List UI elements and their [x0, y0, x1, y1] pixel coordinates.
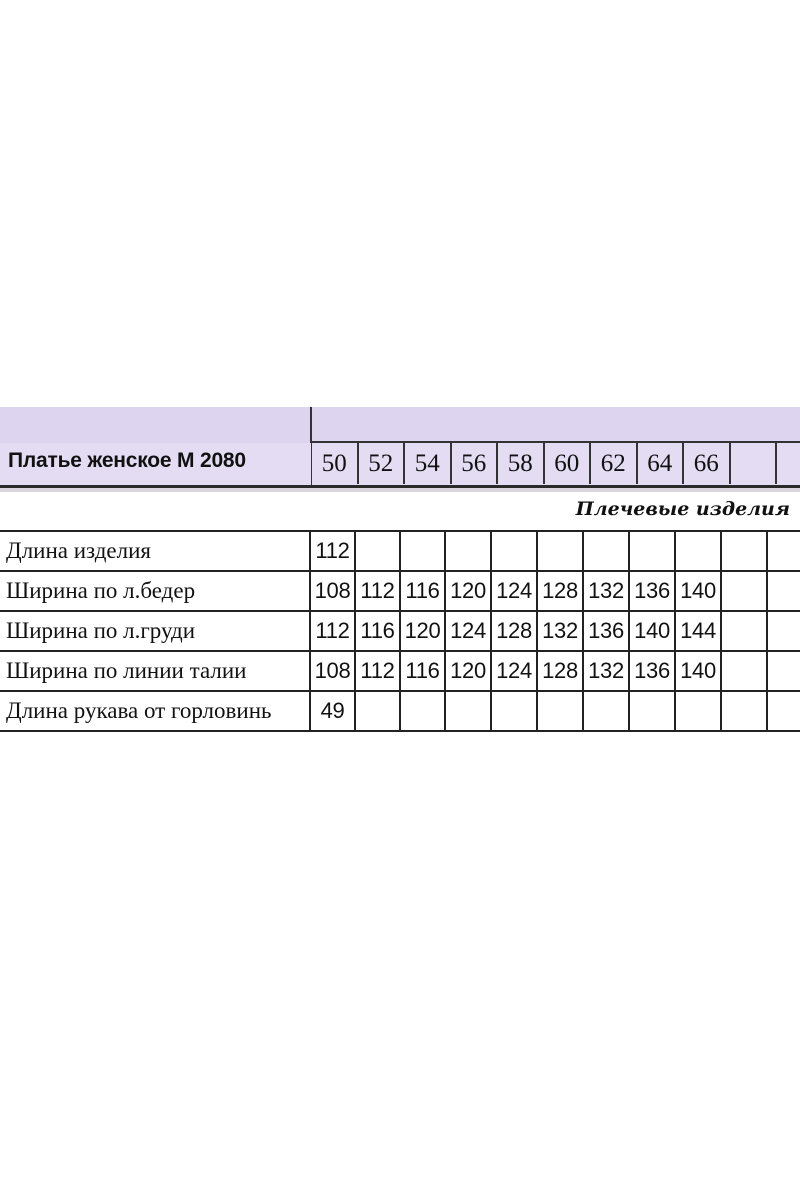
value-cell: 128 — [537, 571, 583, 611]
size-cell: 50 — [312, 443, 359, 484]
value-cell: 136 — [629, 571, 675, 611]
value-cell: 124 — [445, 611, 491, 651]
value-cell: 136 — [583, 611, 629, 651]
value-cell — [675, 531, 721, 571]
value-cell: 128 — [491, 611, 537, 651]
size-cell — [731, 443, 778, 484]
row-label: Длина изделия — [0, 531, 310, 571]
value-cell: 108 — [310, 571, 355, 611]
value-cell: 140 — [675, 571, 721, 611]
value-cell: 112 — [355, 571, 400, 611]
value-cell — [537, 691, 583, 731]
size-cell: 54 — [405, 443, 452, 484]
value-cell: 108 — [310, 651, 355, 691]
value-cell: 116 — [400, 651, 445, 691]
size-cell: 52 — [359, 443, 406, 484]
value-cell: 132 — [583, 651, 629, 691]
row-label: Длина рукава от горловинь — [0, 691, 310, 731]
size-cell: 62 — [591, 443, 638, 484]
value-cell — [400, 531, 445, 571]
value-cell — [491, 531, 537, 571]
value-cell: 124 — [491, 571, 537, 611]
size-cell: 60 — [545, 443, 592, 484]
value-cell — [629, 531, 675, 571]
size-cell: 56 — [452, 443, 499, 484]
value-cell — [583, 691, 629, 731]
row-label: Ширина по л.груди — [0, 611, 310, 651]
value-cell: 132 — [537, 611, 583, 651]
value-cell — [767, 531, 800, 571]
value-cell — [629, 691, 675, 731]
value-cell — [491, 691, 537, 731]
header-divider — [310, 407, 312, 443]
table-row — [0, 691, 800, 731]
row-label: Ширина по линии талии — [0, 651, 310, 691]
value-cell: 116 — [355, 611, 400, 651]
value-cell: 124 — [491, 651, 537, 691]
value-cell — [721, 691, 767, 731]
value-cell — [537, 531, 583, 571]
table-row — [0, 571, 800, 611]
product-title: Платье женское М 2080 — [8, 449, 246, 472]
value-cell: 120 — [400, 611, 445, 651]
row-label: Ширина по л.бедер — [0, 571, 310, 611]
value-cell — [355, 531, 400, 571]
category-label: Плечевые изделия — [575, 498, 790, 520]
value-cell: 49 — [310, 691, 355, 731]
table-row — [0, 611, 800, 651]
size-cell: 58 — [498, 443, 545, 484]
table-row — [0, 531, 800, 571]
value-cell: 136 — [629, 651, 675, 691]
value-cell — [767, 651, 800, 691]
value-cell — [767, 691, 800, 731]
value-cell: 128 — [537, 651, 583, 691]
value-cell: 112 — [310, 531, 355, 571]
value-cell — [721, 571, 767, 611]
size-cell: 64 — [638, 443, 685, 484]
value-cell — [767, 571, 800, 611]
value-cell — [721, 611, 767, 651]
value-cell — [445, 531, 491, 571]
size-header-row — [311, 441, 800, 486]
value-cell: 112 — [355, 651, 400, 691]
value-cell — [675, 691, 721, 731]
value-cell — [445, 691, 491, 731]
table-row — [0, 651, 800, 691]
size-cell: 66 — [684, 443, 731, 484]
header-bottom-shadow — [0, 488, 800, 492]
value-cell — [767, 611, 800, 651]
value-cell: 112 — [310, 611, 355, 651]
value-cell: 140 — [629, 611, 675, 651]
value-cell: 144 — [675, 611, 721, 651]
value-cell — [400, 691, 445, 731]
value-cell — [583, 531, 629, 571]
value-cell — [721, 531, 767, 571]
value-cell — [355, 691, 400, 731]
value-cell — [721, 651, 767, 691]
measurement-table — [0, 530, 800, 732]
value-cell: 132 — [583, 571, 629, 611]
value-cell: 140 — [675, 651, 721, 691]
size-cell — [777, 443, 800, 484]
header-top-strip — [0, 407, 800, 443]
value-cell: 116 — [400, 571, 445, 611]
value-cell: 120 — [445, 651, 491, 691]
value-cell: 120 — [445, 571, 491, 611]
